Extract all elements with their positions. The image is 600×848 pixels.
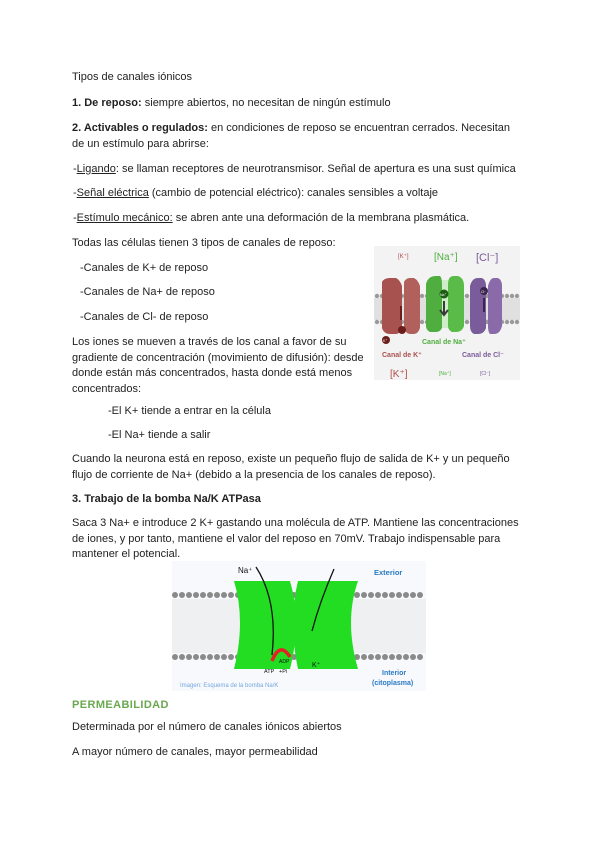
na-ion-label: Na⁺ <box>440 293 447 297</box>
lipid-head <box>221 654 227 660</box>
lipid-head <box>465 294 469 298</box>
lipid-head <box>389 654 395 660</box>
rest-channels-intro: Todas las células tienen 3 tipos de canales de reposo: <box>72 237 336 249</box>
lipid-head <box>389 592 395 598</box>
page-title: Tipos de canales iónicos <box>72 71 193 83</box>
lipid-head <box>420 294 424 298</box>
list-item-estimulo-mecanico: -Estímulo mecánico: se abren ante una deformación de la membrana plasmática. <box>73 212 470 224</box>
lipid-head <box>186 592 192 598</box>
lipid-head <box>368 654 374 660</box>
term-estimulo-mecanico: Estímulo mecánico: <box>76 212 173 224</box>
section-2-text: en condiciones de reposo se encuentran cerrados. Necesitan de un estímulo para abrirse: <box>72 122 510 150</box>
cl-channel <box>470 278 502 334</box>
lipid-head <box>465 320 469 324</box>
list-item-ligando: -Ligando: se llaman receptores de neurotransmisor. Señal de apertura es una sust química <box>73 163 516 175</box>
lipid-head <box>228 592 234 598</box>
lipid-head <box>420 320 424 324</box>
pump-caption: Imagen: Esquema de la bomba Na/K <box>180 683 279 689</box>
lipid-head <box>179 592 185 598</box>
permeability-line-2: A mayor número de canales, mayor permeabilidad <box>72 746 318 758</box>
section-1-heading: 1. De reposo: <box>72 97 142 109</box>
exterior-label: Exterior <box>374 568 403 577</box>
top-cl-label: [Cl⁻] <box>476 252 499 264</box>
lipid-head <box>361 592 367 598</box>
lipid-head <box>207 654 213 660</box>
adp-label: ADP <box>279 659 290 665</box>
lipid-head <box>505 294 509 298</box>
section-2 <box>72 121 520 152</box>
atp-label: ATP <box>264 669 275 675</box>
lipid-head <box>179 654 185 660</box>
lipid-head <box>375 294 379 298</box>
lipid-head <box>505 320 509 324</box>
pump-left-subunit <box>234 581 296 669</box>
k-tendency: -El K+ tiende a entrar en la célula <box>108 405 271 417</box>
bottom-cl-label: [Cl⁻] <box>480 371 491 377</box>
cl-channel-label: Canal de Cl⁻ <box>462 352 504 359</box>
lipid-head <box>214 592 220 598</box>
list-item-senal-electrica: -Señal eléctrica (cambio de potencial eléctrico): canales sensibles a voltaje <box>73 187 439 199</box>
lipid-head <box>396 654 402 660</box>
lipid-head <box>221 592 227 598</box>
lipid-head <box>417 654 423 660</box>
permeability-line-1: Determinada por el número de canales iónicos abiertos <box>72 721 342 733</box>
k-channel-label: Canal de K⁺ <box>382 352 422 359</box>
lipid-head <box>200 592 206 598</box>
pump-right-subunit <box>293 581 358 669</box>
resting-channels-figure <box>374 246 520 380</box>
na-channel-label: Canal de Na⁺ <box>422 339 466 346</box>
lipid-head <box>375 592 381 598</box>
section-3-paragraph: Saca 3 Na+ e introduce 2 K+ gastando una molécula de ATP. Mantiene las concentraciones de iones, y por tanto, mantiene el valor del reposo en 70mV. Trabajo indispensable para mantener el potencial. <box>72 517 519 560</box>
lipid-head <box>368 592 374 598</box>
term-ligando: Ligando <box>76 163 116 175</box>
lipid-head <box>382 654 388 660</box>
section-1-text: siempre abiertos, no necesitan de ningún estímulo <box>141 97 391 109</box>
cl-ion-label: Cl⁻ <box>481 290 487 294</box>
lipid-head <box>515 294 519 298</box>
bottom-na-label: [Na⁺] <box>439 371 451 377</box>
lipid-head <box>172 592 178 598</box>
lipid-head <box>207 592 213 598</box>
interior-label: Interior <box>382 670 407 677</box>
lipid-head <box>193 592 199 598</box>
lipid-head <box>228 654 234 660</box>
permeability-heading: PERMEABILIDAD <box>72 699 169 711</box>
lipid-head <box>515 320 519 324</box>
lipid-head <box>510 294 514 298</box>
rest-channel-k: -Canales de K+ de reposo <box>80 262 209 274</box>
diffusion-paragraph: Los iones se mueven a través de los canal a favor de su gradiente de concentración (movimiento de difusión): desde donde están más concentrados, hasta donde está menos concentrados: <box>72 336 364 395</box>
lipid-head <box>417 592 423 598</box>
lipid-head <box>361 654 367 660</box>
lipid-head <box>193 654 199 660</box>
lipid-head <box>410 654 416 660</box>
lipid-head <box>375 654 381 660</box>
k-ion-label: K⁺ <box>383 339 388 343</box>
na-channel <box>426 276 464 332</box>
k-label: K⁺ <box>312 662 321 669</box>
pi-label: +Pi <box>279 669 288 675</box>
na-tendency: -El Na+ tiende a salir <box>108 429 211 441</box>
na-label: Na⁺ <box>238 566 253 575</box>
section-1 <box>72 96 391 112</box>
term-senal-electrica: Señal eléctrica <box>76 187 149 199</box>
lipid-head <box>214 654 220 660</box>
lipid-head <box>200 654 206 660</box>
citoplasma-label: (citoplasma) <box>372 680 414 687</box>
lipid-head <box>403 654 409 660</box>
lipid-head <box>382 592 388 598</box>
section-3-heading: 3. Trabajo de la bomba Na/K ATPasa <box>72 493 261 505</box>
lipid-head <box>510 320 514 324</box>
lipid-head <box>186 654 192 660</box>
lipid-head <box>354 592 360 598</box>
bottom-k-label: [K⁺] <box>390 369 408 380</box>
lipid-head <box>403 592 409 598</box>
na-k-pump-figure <box>172 561 426 691</box>
rest-channel-na: -Canales de Na+ de reposo <box>80 286 215 298</box>
lipid-head <box>396 592 402 598</box>
lipid-head <box>172 654 178 660</box>
lipid-head <box>410 592 416 598</box>
section-2-heading: 2. Activables o regulados: <box>72 122 208 134</box>
rest-channel-cl: -Canales de Cl- de reposo <box>80 311 209 323</box>
resting-flow-paragraph: Cuando la neurona está en reposo, existe un pequeño flujo de salida de K+ y un pequeño flujo de corriente de Na+ (debido a la presencia de los canales de reposo). <box>72 453 510 481</box>
top-k-label: [K⁺] <box>398 254 409 260</box>
lipid-head <box>375 320 379 324</box>
top-na-label: [Na⁺] <box>434 252 458 263</box>
